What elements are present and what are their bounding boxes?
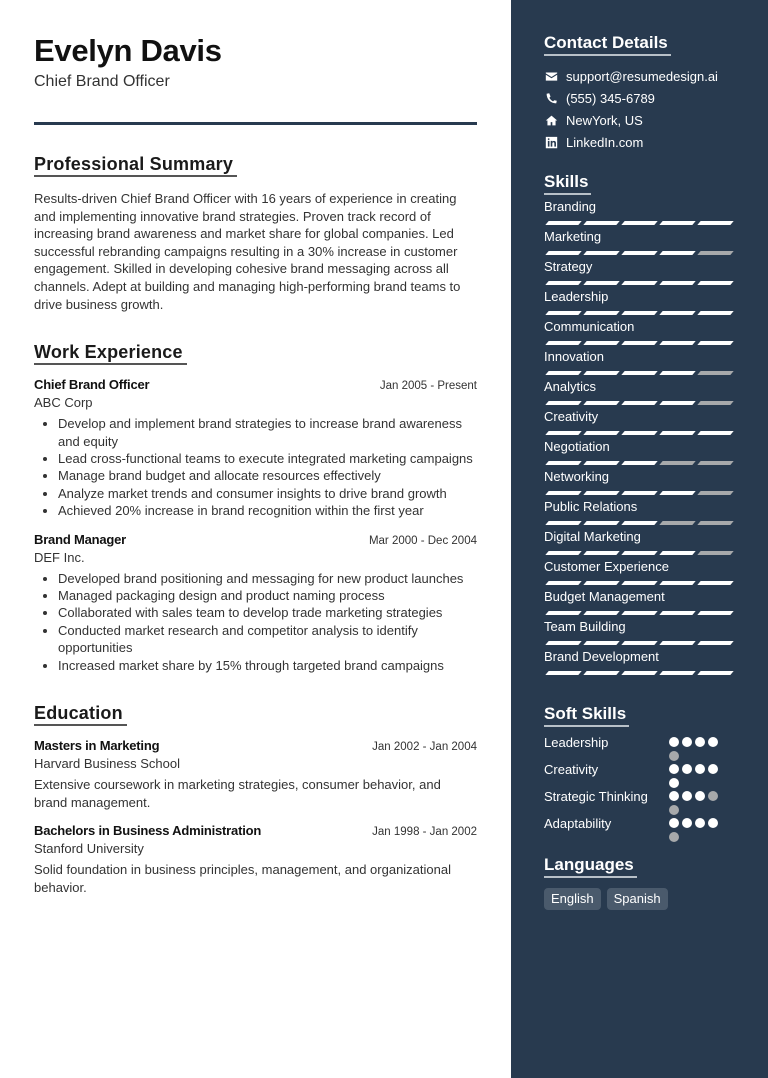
rating-segment (583, 491, 619, 495)
rating-segment (697, 671, 733, 675)
skill-rating-bar (544, 671, 734, 675)
skill-name: Analytics (544, 379, 597, 394)
rating-segment (659, 431, 695, 435)
rating-dot (669, 737, 679, 747)
soft-skill-name: Creativity (544, 762, 599, 777)
skills-section (544, 171, 734, 675)
skill-rating-bar (544, 221, 734, 225)
rating-segment (659, 401, 695, 405)
soft-skill-name: Strategic Thinking (544, 789, 648, 804)
rating-segment (583, 581, 619, 585)
rating-segment (583, 371, 619, 375)
rating-segment (583, 461, 619, 465)
soft-skill-name: Leadership (544, 735, 609, 750)
rating-segment (659, 611, 695, 615)
skill-item (544, 198, 734, 225)
job-bullet: • Managed packaging design and product naming process (58, 587, 477, 604)
skill-rating-bar (544, 491, 734, 495)
rating-dot (682, 737, 692, 747)
rating-dot (682, 764, 692, 774)
rating-dot (708, 818, 718, 828)
rating-segment (545, 641, 581, 645)
rating-segment (659, 521, 695, 525)
rating-segment (545, 581, 581, 585)
skill-name: Communication (544, 319, 635, 334)
skill-name: Networking (544, 469, 610, 484)
rating-segment (659, 461, 695, 465)
skills-heading: Skills (544, 171, 591, 195)
rating-segment (583, 401, 619, 405)
rating-dot (695, 764, 705, 774)
contact-linkedin-text: LinkedIn.com (566, 134, 644, 150)
skill-rating-bar (544, 461, 734, 465)
rating-segment (659, 221, 695, 225)
rating-segment (659, 551, 695, 555)
education-entry (34, 823, 477, 896)
education-description: Solid foundation in business principles, management, and organizational behavior. (34, 862, 451, 895)
soft-skill-item (544, 761, 734, 788)
job-bullet: • Manage brand budget and allocate resources effectively (58, 467, 477, 484)
rating-segment (583, 641, 619, 645)
skill-name: Strategy (544, 259, 593, 274)
skill-name: Brand Development (544, 649, 659, 664)
skill-rating-bar (544, 641, 734, 645)
job-company: ABC Corp (34, 395, 93, 411)
rating-dot (695, 737, 705, 747)
rating-segment (621, 671, 657, 675)
rating-segment (659, 311, 695, 315)
language-chip: Spanish (607, 888, 668, 910)
skill-name: Marketing (544, 229, 602, 244)
skill-item (544, 408, 734, 435)
rating-dot (682, 818, 692, 828)
summary-text: Results-driven Chief Brand Officer with 16 years of experience in creating and implementing innovative brand strategies. Proven track record of increasing brand awareness and market share for global companies. Led successful rebranding campaigns resulting in a 30% increase in customer engagement. Skilled in developing cohesive brand messaging across all channels. Adept at building and managing high-performing brand teams to drive business growth. (34, 191, 461, 312)
rating-dot (682, 791, 692, 801)
skill-item (544, 648, 734, 675)
job-entry (34, 532, 477, 674)
school-name: Harvard Business School (34, 756, 180, 772)
education-date: Jan 1998 - Jan 2002 (372, 826, 477, 839)
rating-dot (669, 818, 679, 828)
job-entry (34, 377, 477, 519)
rating-dot (669, 832, 679, 842)
skill-rating-bar (544, 251, 734, 255)
rating-segment (697, 371, 733, 375)
degree-name: Masters in Marketing (34, 738, 160, 754)
rating-segment (545, 491, 581, 495)
skill-item (544, 438, 734, 465)
skill-item (544, 348, 734, 375)
education-heading: Education (34, 702, 127, 726)
skill-rating-bar (544, 401, 734, 405)
rating-segment (583, 341, 619, 345)
rating-segment (697, 311, 733, 315)
rating-segment (621, 251, 657, 255)
skill-name: Public Relations (544, 499, 638, 514)
contact-section (544, 32, 734, 153)
job-role: Brand Manager (34, 531, 127, 547)
skill-item (544, 468, 734, 495)
header-divider (34, 122, 477, 125)
soft-skills-list (544, 734, 734, 842)
rating-segment (697, 431, 733, 435)
rating-segment (583, 431, 619, 435)
job-date: Jan 2005 - Present (379, 380, 477, 393)
skill-rating-bar (544, 521, 734, 525)
rating-dot (708, 791, 718, 801)
rating-segment (659, 581, 695, 585)
job-bullet: • Developed brand positioning and messaging for new product launches (58, 570, 477, 587)
rating-segment (545, 551, 581, 555)
rating-segment (621, 311, 657, 315)
rating-segment (659, 281, 695, 285)
rating-segment (697, 521, 733, 525)
education-entry (34, 738, 477, 811)
rating-segment (659, 341, 695, 345)
soft-skills-heading: Soft Skills (544, 703, 629, 727)
rating-segment (583, 221, 619, 225)
home-icon (544, 113, 558, 127)
soft-skill-rating (669, 788, 725, 815)
skill-rating-bar (544, 341, 734, 345)
skill-rating-bar (544, 581, 734, 585)
rating-segment (697, 401, 733, 405)
rating-dot (695, 791, 705, 801)
contact-location (544, 109, 734, 131)
skill-rating-bar (544, 551, 734, 555)
rating-segment (697, 341, 733, 345)
school-name: Stanford University (34, 841, 144, 857)
rating-dot (669, 791, 679, 801)
phone-icon (544, 91, 558, 105)
rating-segment (545, 611, 581, 615)
rating-segment (621, 641, 657, 645)
skill-rating-bar (544, 611, 734, 615)
rating-segment (583, 251, 619, 255)
soft-skill-item (544, 788, 734, 815)
contact-email[interactable] (544, 65, 734, 87)
skill-rating-bar (544, 371, 734, 375)
rating-segment (545, 521, 581, 525)
languages-section (544, 854, 734, 910)
rating-segment (583, 281, 619, 285)
sidebar (511, 0, 768, 1078)
rating-segment (621, 521, 657, 525)
skill-name: Branding (544, 199, 597, 214)
job-company: DEF Inc. (34, 549, 85, 565)
job-bullets (34, 570, 477, 674)
soft-skills-section (544, 703, 734, 842)
rating-segment (621, 491, 657, 495)
rating-segment (621, 611, 657, 615)
contact-location-text: NewYork, US (566, 112, 643, 128)
rating-segment (659, 671, 695, 675)
rating-segment (659, 641, 695, 645)
soft-skill-item (544, 815, 734, 842)
rating-segment (621, 221, 657, 225)
rating-segment (659, 371, 695, 375)
job-bullet: • Conducted market research and competitor analysis to identify opportunities (58, 622, 477, 657)
skill-name: Negotiation (544, 439, 610, 454)
rating-segment (697, 641, 733, 645)
contact-heading: Contact Details (544, 32, 671, 56)
rating-dot (669, 764, 679, 774)
skill-name: Innovation (544, 349, 604, 364)
skill-name: Digital Marketing (544, 529, 641, 544)
rating-segment (545, 401, 581, 405)
education-description: Extensive coursework in marketing strategies, consumer behavior, and brand management. (34, 777, 441, 810)
rating-dot (669, 751, 679, 761)
rating-segment (621, 431, 657, 435)
rating-segment (545, 311, 581, 315)
skill-name: Leadership (544, 289, 609, 304)
rating-segment (697, 581, 733, 585)
rating-segment (583, 611, 619, 615)
skill-rating-bar (544, 281, 734, 285)
education-section (34, 702, 477, 896)
rating-segment (545, 671, 581, 675)
education-date: Jan 2002 - Jan 2004 (372, 741, 477, 754)
job-bullet: • Achieved 20% increase in brand recognition within the first year (58, 502, 477, 519)
languages-heading: Languages (544, 854, 637, 878)
skill-item (544, 318, 734, 345)
job-bullet: • Analyze market trends and consumer insights to drive brand growth (58, 485, 477, 502)
contact-phone[interactable] (544, 87, 734, 109)
rating-dot (669, 805, 679, 815)
experience-section (34, 341, 477, 674)
rating-dot (669, 778, 679, 788)
rating-segment (583, 551, 619, 555)
skill-item (544, 558, 734, 585)
rating-segment (621, 461, 657, 465)
job-bullet: • Develop and implement brand strategies to increase brand awareness and equity (58, 415, 477, 450)
job-date: Mar 2000 - Dec 2004 (368, 534, 477, 547)
skill-item (544, 618, 734, 645)
rating-dot (708, 737, 718, 747)
contact-linkedin[interactable] (544, 131, 734, 153)
job-bullet: • Lead cross-functional teams to execute integrated marketing campaigns (58, 450, 477, 467)
rating-segment (697, 611, 733, 615)
experience-heading: Work Experience (34, 341, 187, 365)
rating-segment (697, 251, 733, 255)
candidate-name: Evelyn Davis (34, 33, 222, 68)
skill-name: Creativity (544, 409, 599, 424)
soft-skill-item (544, 734, 734, 761)
rating-segment (659, 251, 695, 255)
rating-segment (621, 401, 657, 405)
languages-list (544, 888, 734, 910)
linkedin-icon (544, 135, 558, 149)
contact-email-text: support@resumedesign.ai (566, 68, 718, 84)
job-bullets (34, 415, 477, 519)
rating-segment (697, 461, 733, 465)
skill-item (544, 528, 734, 555)
rating-segment (697, 281, 733, 285)
rating-segment (621, 281, 657, 285)
rating-segment (621, 551, 657, 555)
rating-segment (697, 491, 733, 495)
skills-list (544, 198, 734, 675)
summary-section (34, 153, 477, 313)
rating-segment (545, 281, 581, 285)
rating-segment (545, 341, 581, 345)
skill-item (544, 378, 734, 405)
language-chip: English (544, 888, 601, 910)
skill-rating-bar (544, 431, 734, 435)
rating-dot (708, 764, 718, 774)
job-bullet: • Increased market share by 15% through targeted brand campaigns (58, 657, 477, 674)
job-role: Chief Brand Officer (34, 377, 150, 393)
rating-segment (621, 581, 657, 585)
soft-skill-rating (669, 815, 725, 842)
soft-skill-rating (669, 761, 725, 788)
candidate-title: Chief Brand Officer (34, 73, 170, 90)
degree-name: Bachelors in Business Administration (34, 823, 262, 839)
rating-segment (583, 521, 619, 525)
soft-skill-name: Adaptability (544, 816, 612, 831)
rating-segment (545, 431, 581, 435)
skill-item (544, 498, 734, 525)
skill-item (544, 588, 734, 615)
rating-segment (659, 491, 695, 495)
rating-segment (545, 371, 581, 375)
rating-segment (697, 551, 733, 555)
rating-segment (583, 671, 619, 675)
skill-rating-bar (544, 311, 734, 315)
skill-name: Team Building (544, 619, 626, 634)
skill-name: Budget Management (544, 589, 665, 604)
skill-item (544, 228, 734, 255)
skill-item (544, 288, 734, 315)
rating-segment (621, 341, 657, 345)
rating-segment (697, 221, 733, 225)
envelope-icon (544, 69, 558, 83)
contact-phone-text: (555) 345-6789 (566, 90, 655, 106)
rating-segment (545, 251, 581, 255)
rating-segment (583, 311, 619, 315)
rating-segment (545, 221, 581, 225)
skill-name: Customer Experience (544, 559, 669, 574)
rating-segment (545, 461, 581, 465)
skill-item (544, 258, 734, 285)
summary-heading: Professional Summary (34, 153, 237, 177)
rating-dot (695, 818, 705, 828)
rating-segment (621, 371, 657, 375)
job-bullet: • Collaborated with sales team to develop trade marketing strategies (58, 604, 477, 621)
soft-skill-rating (669, 734, 725, 761)
